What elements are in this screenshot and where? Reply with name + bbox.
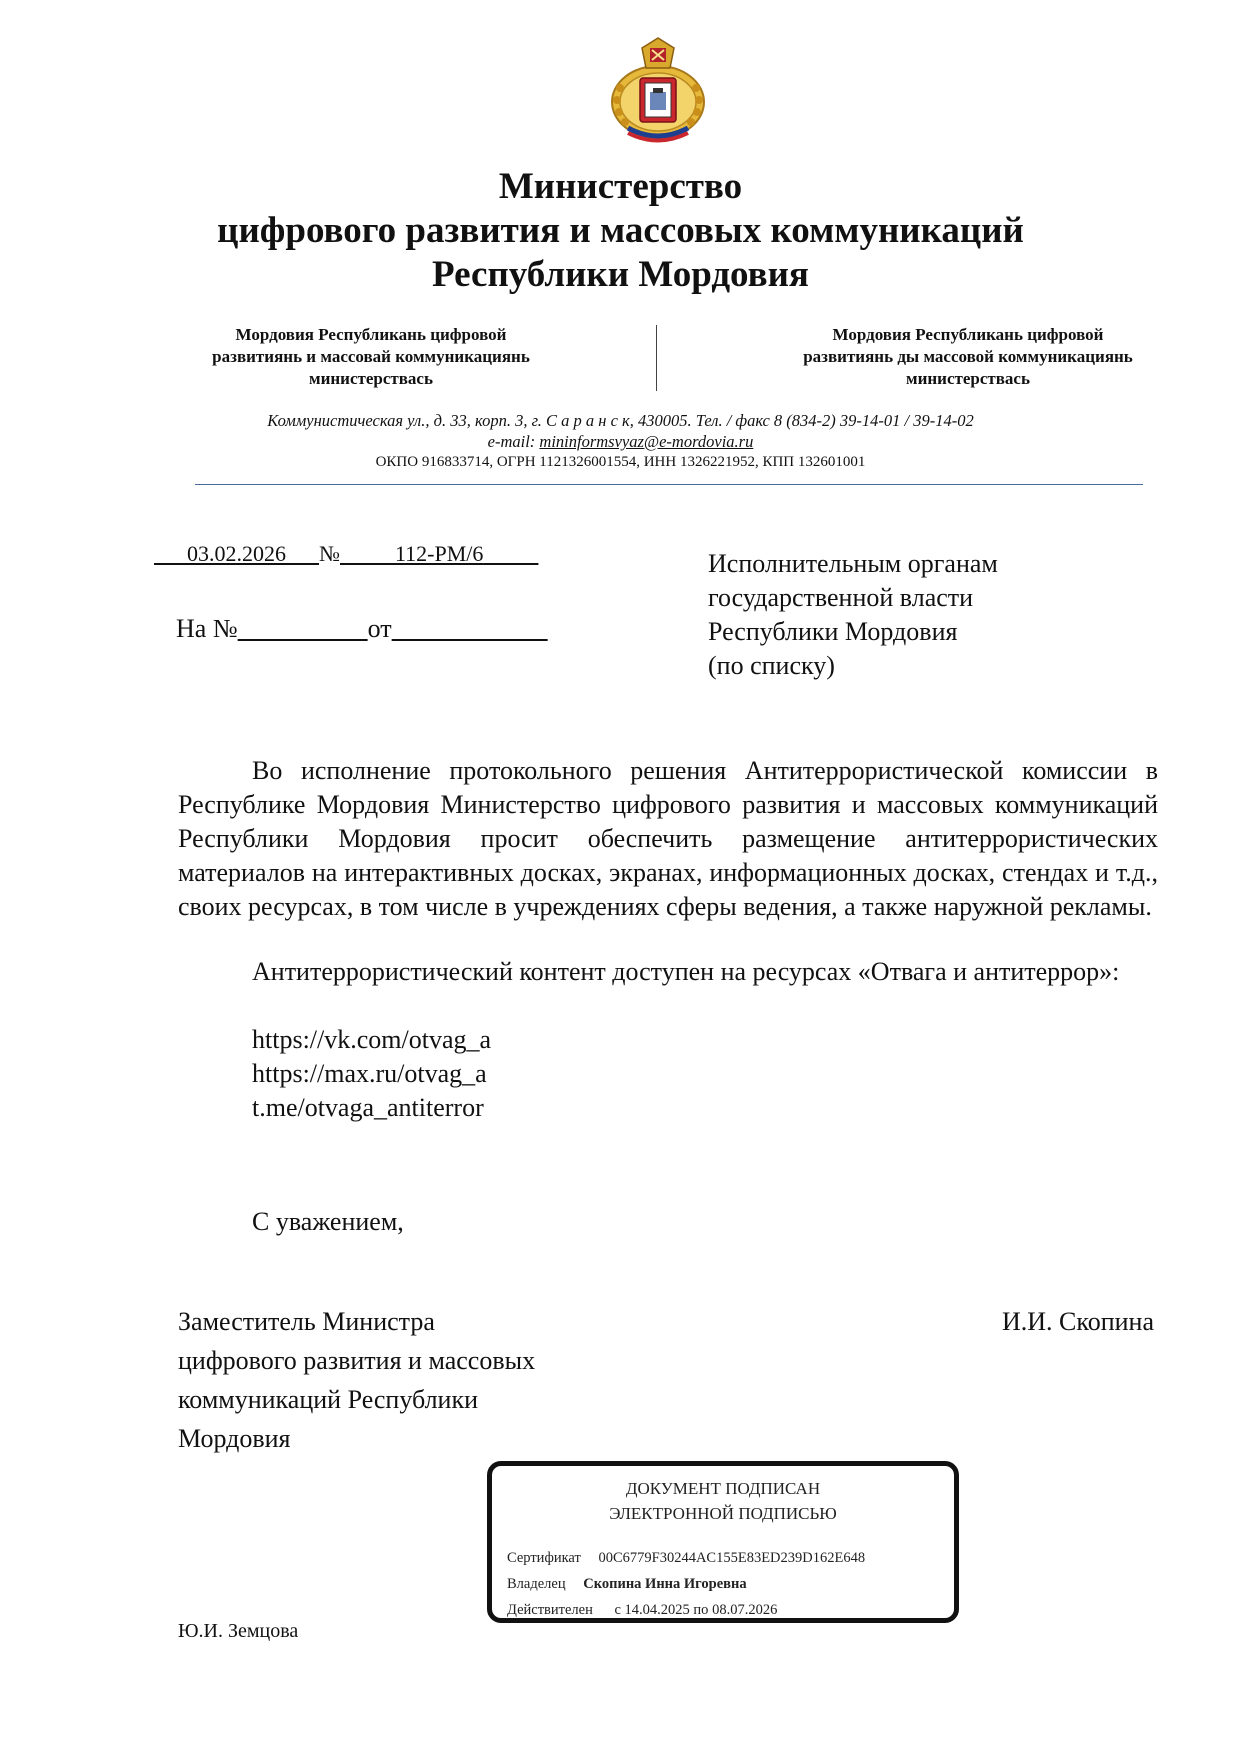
ministry-title-line-3: Республики Мордовия xyxy=(432,254,809,295)
reply-from-label: от xyxy=(367,614,392,643)
addressee-line: (по списку) xyxy=(708,651,835,680)
valid-to-date: 08.07.2026 xyxy=(712,1602,778,1618)
addressee-line: Исполнительным органам xyxy=(708,549,998,578)
closing-phrase: С уважением, xyxy=(252,1207,404,1236)
registration-number: 112-РМ/6 xyxy=(395,541,484,566)
header-divider xyxy=(656,325,657,391)
signatory-position-line: коммуникаций Республики xyxy=(178,1385,479,1414)
reply-line xyxy=(176,612,548,646)
certificate-label: Сертификат xyxy=(507,1550,581,1566)
registration-date: 03.02.2026 xyxy=(187,541,286,566)
right-subheading-line: развитиянь ды массовой коммуникациянь xyxy=(803,347,1133,366)
email-label: e-mail: xyxy=(487,432,536,451)
valid-label: Действителен xyxy=(507,1602,593,1618)
stamp-validity-row xyxy=(507,1600,777,1620)
registry-codes: ОКПО 916833714, ОГРН 1121326001554, ИНН 1326221952, КПП 132601001 xyxy=(375,454,866,470)
left-subheading-line: Мордовия Республикань цифровой xyxy=(235,325,507,344)
reply-date-blank xyxy=(392,614,548,643)
left-subheading-line: министерствась xyxy=(309,369,433,388)
executor-name: Ю.И. Земцова xyxy=(178,1620,299,1642)
reply-number-label: На № xyxy=(176,614,238,643)
addressee-line: государственной власти xyxy=(708,583,974,612)
right-subheading-line: Мордовия Республикань цифровой xyxy=(832,325,1104,344)
registration-date-field xyxy=(154,541,319,566)
left-subheading-line: развитиянь и массовай коммуникациянь xyxy=(212,347,530,366)
link-max[interactable]: https://max.ru/otvag_a xyxy=(252,1059,487,1088)
coat-of-arms-emblem xyxy=(606,36,710,146)
stamp-heading-line-1: ДОКУМЕНТ ПОДПИСАН xyxy=(625,1479,821,1498)
reply-number-blank xyxy=(238,614,368,643)
link-vk[interactable]: https://vk.com/otvag_a xyxy=(252,1025,492,1054)
valid-to-label: по xyxy=(693,1602,709,1618)
electronic-signature-stamp xyxy=(487,1461,959,1623)
stamp-owner-row xyxy=(507,1574,747,1594)
signatory-name: И.И. Скопина xyxy=(1002,1307,1154,1336)
addressee-line: Республики Мордовия xyxy=(708,617,958,646)
right-subheading xyxy=(744,324,1192,390)
body-paragraph-1: Во исполнение протокольного решения Антитеррористической комиссии в Республике Мордовия Министерство цифрового развития и массовых коммуникаций Республики Мордовия просит обеспечить размещение антитеррористических материалов на интерактивных досках, экранах, информационных досках, стендах и т.д., своих ресурсах, в том числе в учреждениях сферы ведения, а также наружной рекламы. xyxy=(178,756,1158,921)
signatory-position-line: Заместитель Министра xyxy=(178,1307,435,1336)
number-label: № xyxy=(319,541,340,566)
valid-from-label: с xyxy=(614,1602,621,1618)
signatory-position xyxy=(178,1302,535,1458)
valid-from-date: 14.04.2025 xyxy=(624,1602,690,1618)
registration-number-field xyxy=(340,541,538,566)
signatory-position-line: цифрового развития и массовых xyxy=(178,1346,536,1375)
registration-line xyxy=(154,540,538,568)
signatory-position-line: Мордовия xyxy=(178,1424,291,1453)
body-paragraph-2: Антитеррористический контент доступен на ресурсах «Отвага и антитеррор»: xyxy=(252,957,1120,986)
email-link[interactable]: mininformsvyaz@e-mordovia.ru xyxy=(539,432,754,451)
right-subheading-line: министерствась xyxy=(906,369,1030,388)
header-rule xyxy=(195,484,1143,485)
certificate-value: 00C6779F30244AC155E83ED239D162E648 xyxy=(598,1550,866,1566)
addressee-block xyxy=(708,547,998,683)
address-line: Коммунистическая ул., д. 33, корп. 3, г. С а р а н с к, 430005. Тел. / факс 8 (834-2) 39-14-01 / 39-14-02 xyxy=(267,411,974,430)
stamp-heading-line-2: ЭЛЕКТРОННОЙ ПОДПИСЬЮ xyxy=(609,1504,837,1523)
owner-value: Скопина Инна Игоревна xyxy=(583,1576,747,1592)
stamp-certificate-row xyxy=(507,1548,865,1568)
link-telegram[interactable]: t.me/otvaga_antiterror xyxy=(252,1093,484,1122)
ministry-title-line-1: Министерство xyxy=(498,166,743,207)
ministry-title-line-2: цифрового развития и массовых коммуникаций xyxy=(217,210,1024,251)
left-subheading xyxy=(160,324,582,390)
owner-label: Владелец xyxy=(507,1576,566,1592)
email-line xyxy=(0,431,1241,452)
